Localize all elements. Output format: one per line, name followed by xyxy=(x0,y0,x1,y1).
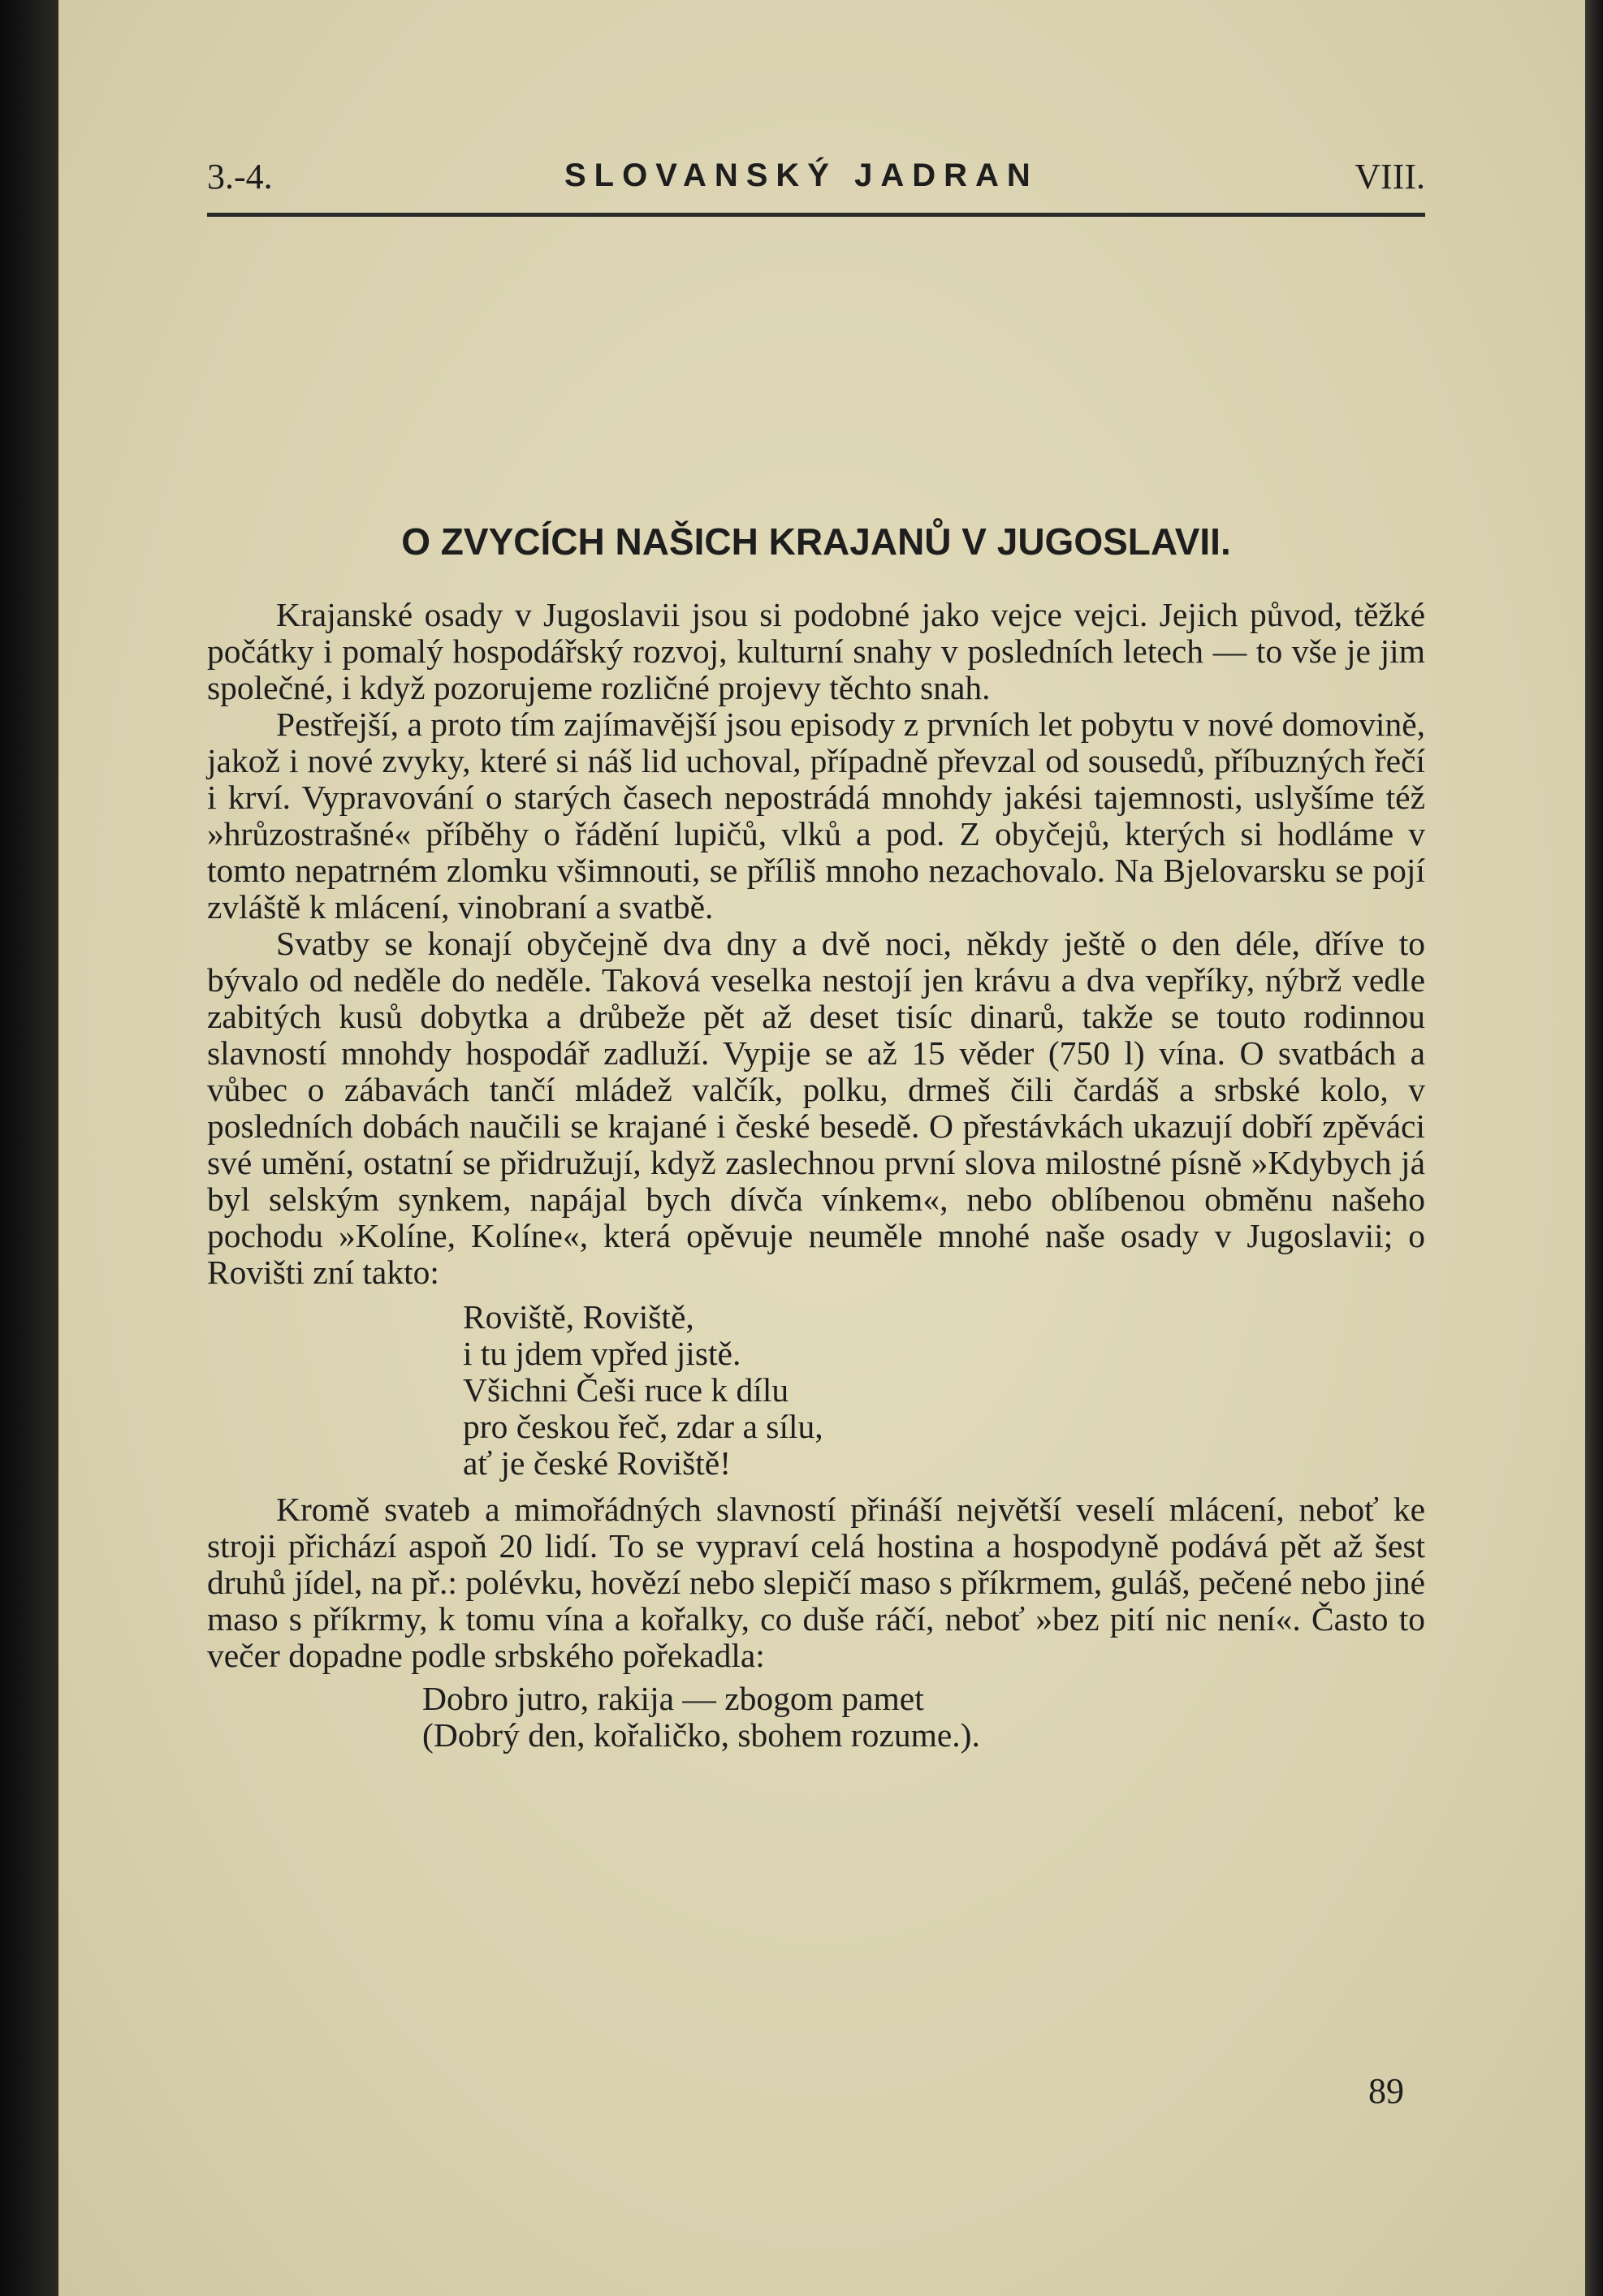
page-edge xyxy=(1585,0,1603,2296)
paragraph-1: Krajanské osady v Jugoslavii jsou si podobné jako vejce vejci. Jejich původ, těžké počátky i pomalý hospodářský rozvoj, kulturní snahy v posledních letech — to vše je jim společné, i když pozorujeme rozličné projevy těchto snah. xyxy=(207,596,1425,706)
article-title: O ZVYCÍCH NAŠICH KRAJANŮ V JUGOSLAVII. xyxy=(401,520,1231,563)
verse-line: Všichni Češi ruce k dílu xyxy=(463,1371,789,1409)
paragraph-3: Svatby se konají obyčejně dva dny a dvě noci, někdy ještě o den déle, dříve to bývalo od neděle do neděle. Taková veselka nestojí jen krávu a dva vepříky, nýbrž vedle zabitých kusů dobytka a drůbeže pět až deset tisíc dinarů, takže se touto rodinnou slavností mnohdy hospodář zadluží. Vypije se až 15 věder (750 l) vína. O svatbách a vůbec o zábavách tančí mládež valčík, polku, drmeš čili čardáš a srbské kolo, v posledních dobách naučili se krajané i české besedě. O přestávkách ukazují dobří zpěváci své umění, ostatní se přidružují, když zaslechnou první slova milostné písně »Kdybych já byl selským synkem, napájal bych dívča vínkem«, nebo oblíbenou obměnu našeho pochodu »Kolíne, Kolíne«, která opěvuje neuměle mnohé naše osady v Jugoslavii; o Rovišti zní takto: xyxy=(207,925,1425,1291)
header-rule xyxy=(207,213,1425,217)
proverb-line: (Dobrý den, kořaličko, sbohem rozume.). xyxy=(422,1716,980,1754)
paragraph-2: Pestřejší, a proto tím zajímavější jsou episody z prvních let pobytu v nové domovině, jakož i nové zvyky, které si náš lid uchoval, případně převzal od sousedů, příbuzných řečí i krví. Vypravování o starých časech nepostrádá mnohdy jakési tajemnosti, uslyšíme též »hrůzostrašné« příběhy o řádění lupičů, vlků a pod. Z obyčejů, kterých si hodláme v tomto nepatrném zlomku všimnouti, se příliš mnoho nezachovalo. Na Bjelovarsku se pojí zvláště k mlácení, vinobraní a svatbě. xyxy=(207,706,1425,926)
running-header xyxy=(207,156,1425,205)
verse-line: ať je české Roviště! xyxy=(463,1444,732,1482)
book-spine xyxy=(0,0,58,2296)
song-verse xyxy=(463,1299,1425,1482)
volume-number: VIII. xyxy=(1355,157,1425,196)
verse-line: Roviště, Roviště, xyxy=(463,1298,694,1336)
verse-line: i tu jdem vpřed jistě. xyxy=(463,1335,741,1372)
page-number: 89 xyxy=(1368,2071,1404,2111)
paragraph-4: Kromě svateb a mimořádných slavností přináší největší veselí mlácení, neboť ke stroji přichází aspoň 20 lidí. To se vypraví celá hostina a hospodyně podává pět až šest druhů jídel, na př.: polévku, hovězí nebo slepičí maso s příkrmem, guláš, pečené nebo jiné maso s příkrmy, k tomu vína a kořalky, co duše ráčí, neboť »bez pití nic není«. Často to večer dopadne podle srbského pořekadla: xyxy=(207,1491,1425,1674)
issue-number: 3.-4. xyxy=(207,157,273,196)
proverb-line: Dobro jutro, rakija — zbogom pamet xyxy=(422,1680,924,1717)
verse-line: pro českou řeč, zdar a sílu, xyxy=(463,1408,823,1445)
article-body xyxy=(207,597,1425,1754)
journal-title: SLOVANSKÝ JADRAN xyxy=(564,158,1039,193)
proverb-quote xyxy=(422,1681,1425,1754)
